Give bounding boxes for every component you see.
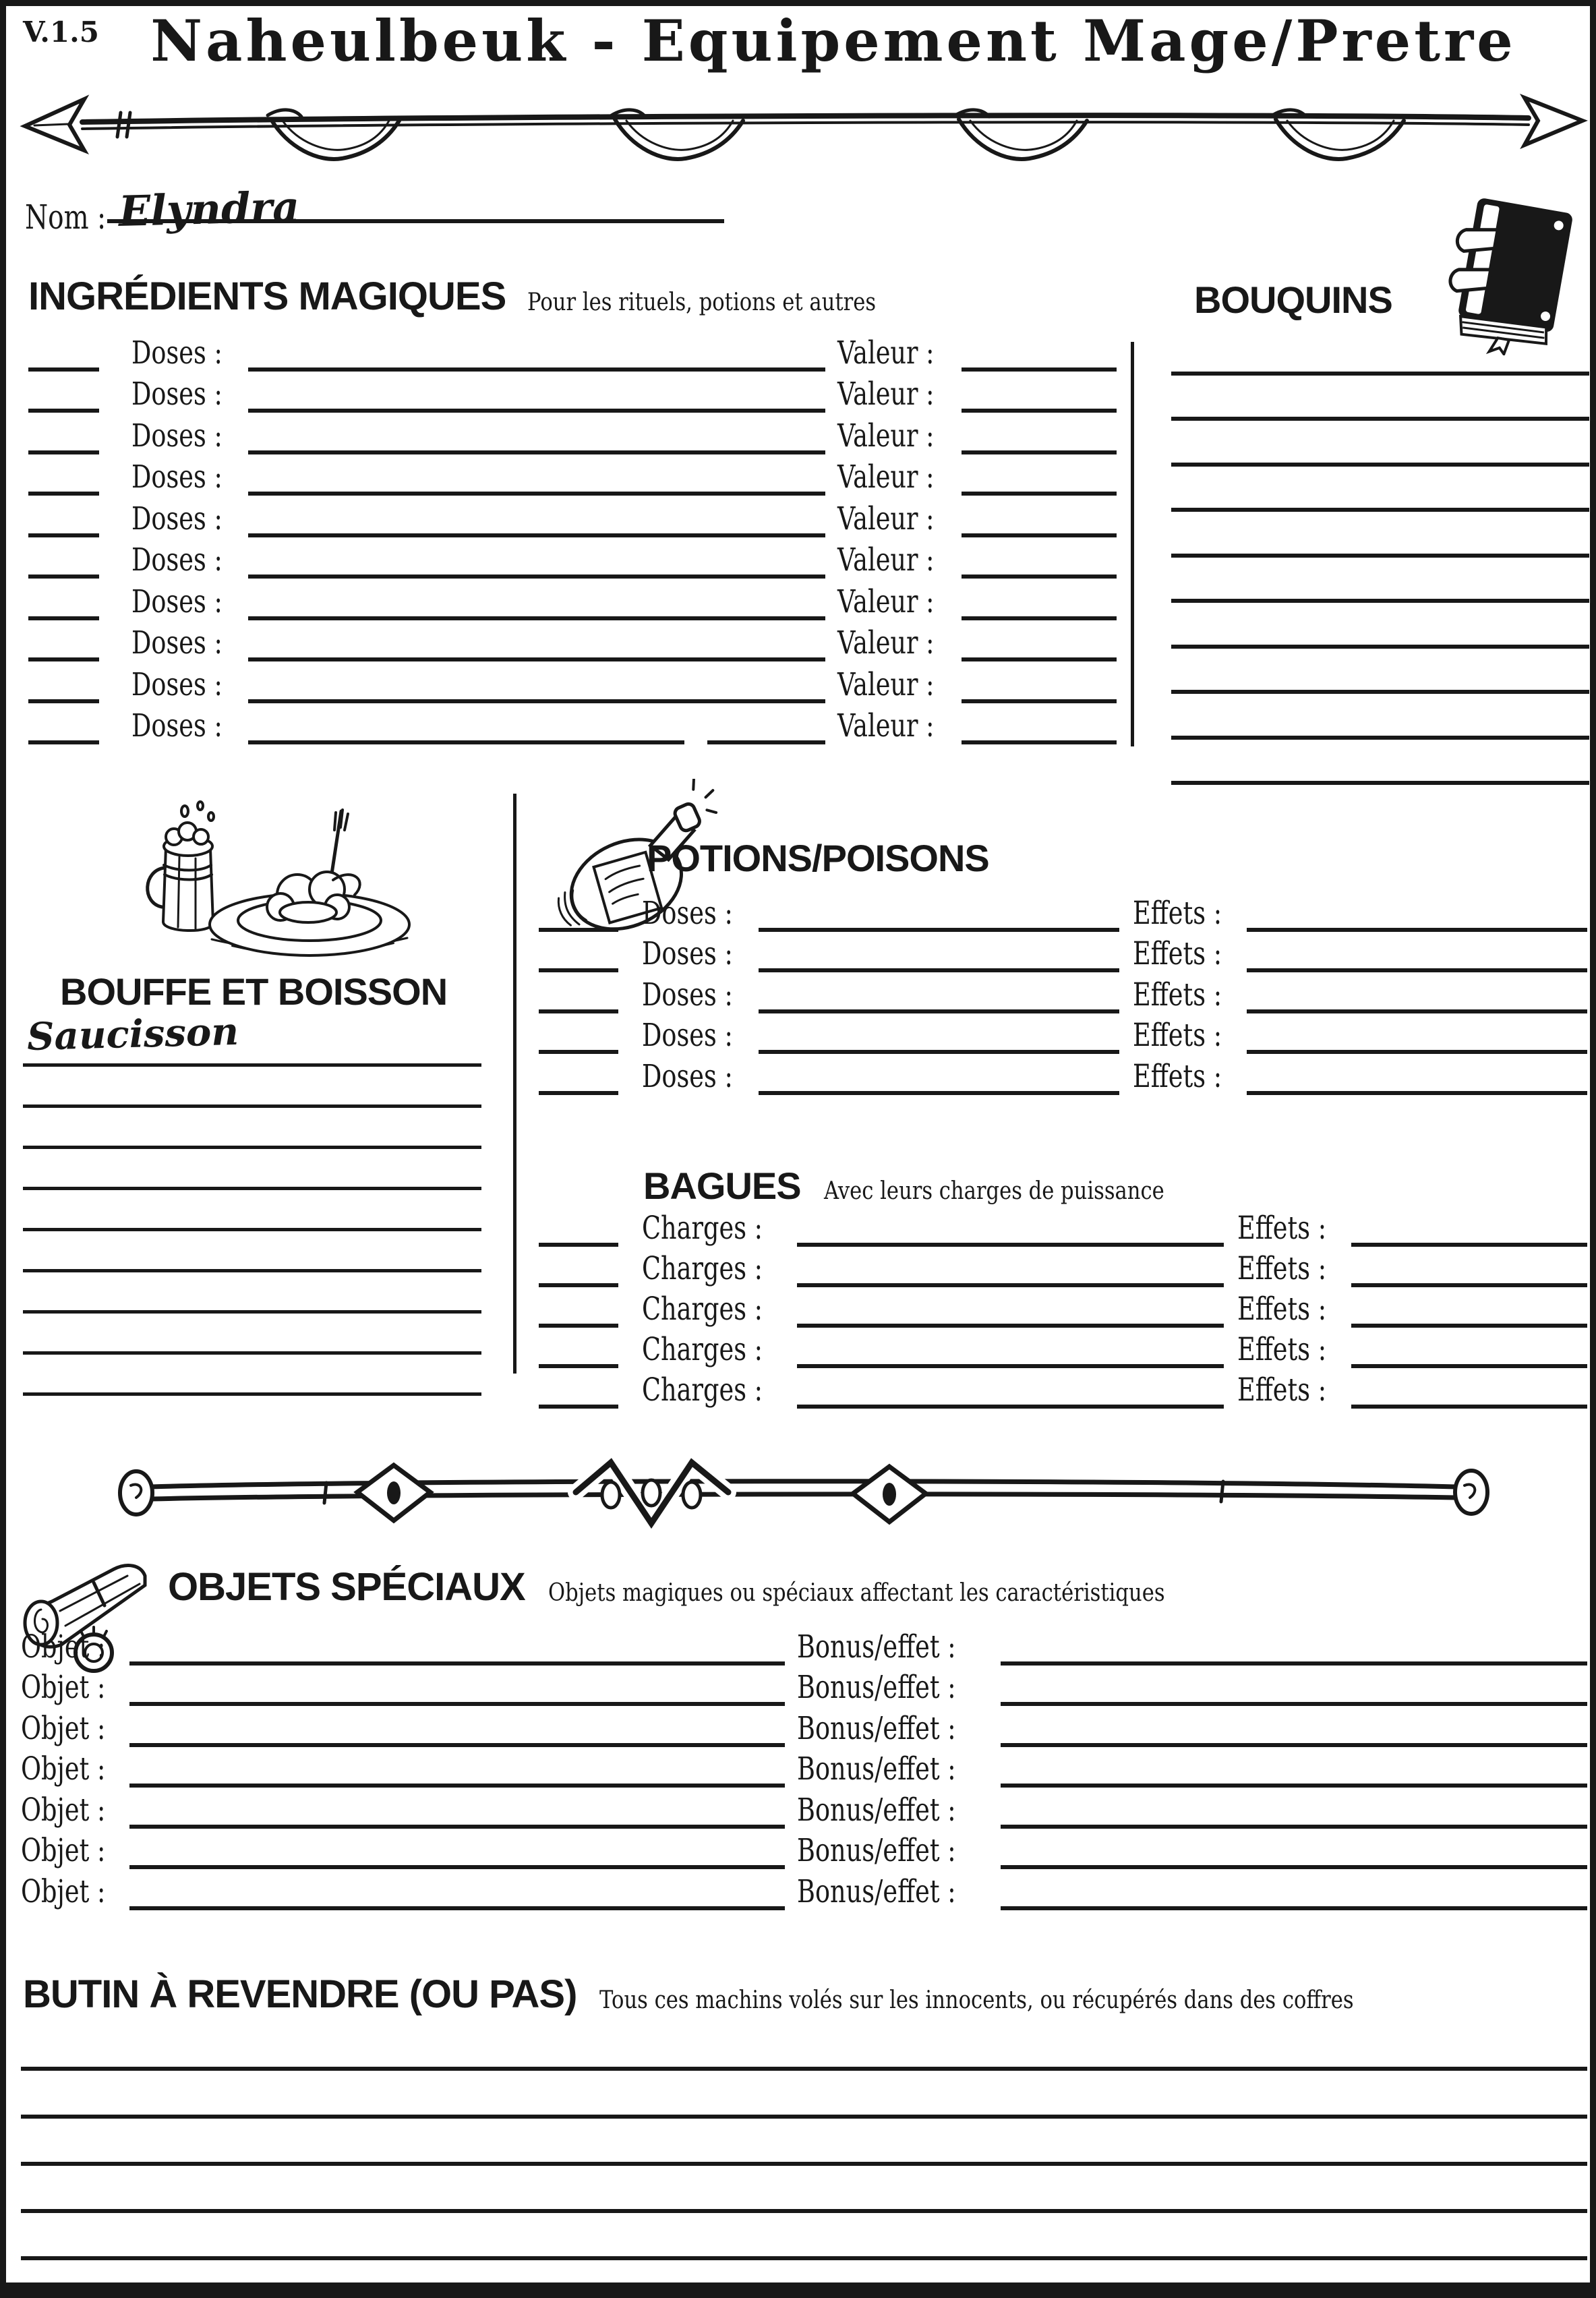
bouquin-line[interactable] [1171, 421, 1589, 467]
ingredient-qty-line[interactable] [28, 703, 99, 745]
effets-label: Effets : [1132, 1057, 1222, 1095]
column-divider [1131, 342, 1134, 746]
ingredient-value-line[interactable] [962, 413, 1117, 454]
ingredients-subtitle: Pour les rituels, potions et autres [527, 289, 877, 316]
valeur-label: Valeur : [837, 666, 935, 703]
valeur-label: Valeur : [837, 417, 935, 454]
bague-qty-line[interactable] [539, 1247, 618, 1287]
ingredient-row [23, 372, 1117, 413]
ingredient-row [23, 579, 1117, 620]
objet-bonus-line[interactable] [1001, 1869, 1587, 1910]
potion-qty-line[interactable] [539, 932, 618, 973]
bonus-effet-label: Bonus/effet : [796, 1709, 956, 1747]
butin-line[interactable] [21, 2166, 1587, 2213]
objet-label: Objet : [21, 1791, 106, 1829]
valeur-label: Valeur : [837, 500, 935, 537]
potion-effect-line[interactable] [1247, 932, 1587, 973]
bonus-effet-label: Bonus/effet : [796, 1791, 956, 1829]
objet-bonus-line[interactable] [1001, 1829, 1587, 1870]
objet-bonus-line[interactable] [1001, 1788, 1587, 1829]
butin-subtitle: Tous ces machins volés sur les innocents, ou récupérés dans des coffres [599, 1986, 1355, 2014]
objet-bonus-line[interactable] [1001, 1624, 1587, 1666]
doses-label: Doses : [642, 935, 733, 972]
ingredient-name-line[interactable] [248, 703, 684, 745]
ingredient-name-line[interactable] [248, 413, 825, 454]
effets-label: Effets : [1132, 935, 1222, 972]
bague-row [539, 1206, 1587, 1247]
bouffe-lines [23, 1026, 481, 1396]
bouffe-line[interactable] [23, 1067, 481, 1108]
bague-row [539, 1247, 1587, 1287]
ingredient-extra-line[interactable] [707, 703, 825, 745]
page-title: Naheulbeuk - Equipement Mage/Pretre [150, 7, 1516, 74]
ingredient-qty-line[interactable] [28, 537, 99, 579]
ingredients-section-header [28, 274, 938, 318]
valeur-label: Valeur : [837, 376, 935, 413]
butin-line[interactable] [21, 2260, 1587, 2298]
potion-row [539, 932, 1587, 973]
bouquins-lines [1171, 330, 1589, 785]
bague-row [539, 1287, 1587, 1328]
objet-row [21, 1829, 1587, 1870]
potion-effect-line[interactable] [1247, 1054, 1587, 1095]
doses-label: Doses : [131, 541, 223, 579]
objet-label: Objet : [21, 1873, 106, 1910]
ingredient-name-line[interactable] [248, 330, 825, 372]
ingredient-row [23, 537, 1117, 579]
name-input-line[interactable] [107, 219, 724, 223]
bouquin-line[interactable] [1171, 603, 1589, 649]
valeur-label: Valeur : [837, 707, 935, 744]
objets-subtitle: Objets magiques ou spéciaux affectant les caractéristiques [548, 1579, 1165, 1607]
doses-label: Doses : [131, 666, 223, 703]
potion-name-line[interactable] [759, 1013, 1119, 1055]
doses-label: Doses : [131, 459, 223, 496]
potion-effect-line[interactable] [1247, 972, 1587, 1013]
objet-name-line[interactable] [129, 1666, 785, 1707]
valeur-label: Valeur : [837, 541, 935, 579]
bague-row [539, 1368, 1587, 1409]
bagues-rows [539, 1206, 1587, 1409]
effets-label: Effets : [1132, 1017, 1222, 1054]
spear-ribbon-divider-icon [18, 87, 1589, 164]
potion-qty-line[interactable] [539, 891, 618, 932]
bague-effect-line[interactable] [1351, 1247, 1587, 1287]
potion-row [539, 972, 1587, 1013]
bottom-border-bar [6, 2282, 1590, 2292]
ingredient-row [23, 496, 1117, 537]
potion-row [539, 891, 1587, 932]
ingredient-name-line[interactable] [248, 620, 825, 662]
potion-qty-line[interactable] [539, 972, 618, 1013]
bague-name-line[interactable] [797, 1247, 1224, 1287]
ingredient-name-line[interactable] [248, 537, 825, 579]
sheet-version: V.1.5 [23, 16, 99, 49]
potions-rows [539, 891, 1587, 1095]
ingredient-value-line[interactable] [962, 703, 1117, 745]
column-divider [513, 794, 516, 1374]
bouffe-line[interactable] [23, 1149, 481, 1190]
bouquins-title: BOUQUINS [1194, 278, 1392, 321]
valeur-label: Valeur : [837, 624, 935, 661]
ingredient-row [23, 620, 1117, 662]
bagues-section-header [643, 1167, 1224, 1205]
charges-label: Charges : [642, 1372, 763, 1409]
doses-label: Doses : [131, 624, 223, 661]
ingredient-row [23, 413, 1117, 454]
doses-label: Doses : [131, 500, 223, 537]
objet-label: Objet : [21, 1750, 106, 1788]
effets-label: Effets : [1132, 894, 1222, 932]
magic-staff-divider-icon [111, 1456, 1500, 1531]
doses-label: Doses : [642, 1057, 733, 1095]
objet-row [21, 1747, 1587, 1788]
objet-row [21, 1666, 1587, 1707]
ingredient-value-line[interactable] [962, 661, 1117, 703]
objet-name-line[interactable] [129, 1788, 785, 1829]
charges-label: Charges : [642, 1331, 763, 1368]
objet-row [21, 1869, 1587, 1910]
charges-label: Charges : [642, 1291, 763, 1328]
objet-name-line[interactable] [129, 1869, 785, 1910]
doses-label: Doses : [642, 976, 733, 1013]
objet-name-line[interactable] [129, 1747, 785, 1788]
bague-qty-line[interactable] [539, 1368, 618, 1409]
ingredient-row [23, 454, 1117, 496]
potion-row [539, 1054, 1587, 1095]
potion-name-line[interactable] [759, 891, 1119, 932]
objet-name-line[interactable] [129, 1829, 785, 1870]
objet-row [21, 1624, 1587, 1666]
bouffe-line[interactable] [23, 1108, 481, 1149]
objet-row [21, 1706, 1587, 1747]
name-value: Elyndra [118, 182, 301, 236]
ingredients-rows [23, 330, 1117, 744]
effets-label: Effets : [1237, 1250, 1326, 1287]
ingredient-qty-line[interactable] [28, 330, 99, 372]
bague-name-line[interactable] [797, 1328, 1224, 1368]
ingredient-qty-line[interactable] [28, 496, 99, 537]
bagues-subtitle: Avec leurs charges de puissance [823, 1177, 1164, 1205]
potion-name-line[interactable] [759, 972, 1119, 1013]
effets-label: Effets : [1237, 1210, 1326, 1247]
bagues-title: BAGUES [643, 1165, 801, 1207]
potion-name-line[interactable] [759, 1054, 1119, 1095]
ingredient-row [23, 330, 1117, 372]
bouquin-line[interactable] [1171, 649, 1589, 695]
valeur-label: Valeur : [837, 459, 935, 496]
bouquin-line[interactable] [1171, 558, 1589, 603]
ingredients-title: INGRÉDIENTS MAGIQUES [28, 274, 506, 318]
bague-effect-line[interactable] [1351, 1368, 1587, 1409]
bonus-effet-label: Bonus/effet : [796, 1832, 956, 1869]
ingredient-name-line[interactable] [248, 661, 825, 703]
bague-row [539, 1328, 1587, 1368]
bouffe-line[interactable] [23, 1272, 481, 1314]
effets-label: Effets : [1237, 1372, 1326, 1409]
doses-label: Doses : [131, 707, 223, 744]
butin-line[interactable] [21, 2024, 1587, 2071]
objet-label: Objet : [21, 1832, 106, 1869]
bouffe-line[interactable] [23, 1190, 481, 1231]
ingredient-qty-line[interactable] [28, 413, 99, 454]
bouquin-line[interactable] [1171, 740, 1589, 786]
potion-effect-line[interactable] [1247, 891, 1587, 932]
valeur-label: Valeur : [837, 583, 935, 620]
bouquin-line[interactable] [1171, 376, 1589, 421]
objet-label: Objet : [21, 1628, 106, 1666]
objets-title: OBJETS SPÉCIAUX [168, 1565, 525, 1609]
effets-label: Effets : [1237, 1331, 1326, 1368]
ingredient-value-line[interactable] [962, 454, 1117, 496]
ingredient-name-line[interactable] [248, 372, 825, 413]
objet-bonus-line[interactable] [1001, 1706, 1587, 1747]
bague-qty-line[interactable] [539, 1206, 618, 1247]
ingredient-value-line[interactable] [962, 537, 1117, 579]
doses-label: Doses : [131, 417, 223, 454]
objet-row [21, 1788, 1587, 1829]
ingredient-qty-line[interactable] [28, 579, 99, 620]
potion-qty-line[interactable] [539, 1013, 618, 1055]
bouquin-line[interactable] [1171, 467, 1589, 512]
doses-label: Doses : [131, 376, 223, 413]
ingredient-value-line[interactable] [962, 579, 1117, 620]
ingredient-value-line[interactable] [962, 372, 1117, 413]
bouffe-line[interactable] [23, 1231, 481, 1272]
ingredient-value-line[interactable] [962, 620, 1117, 662]
bonus-effet-label: Bonus/effet : [796, 1669, 956, 1706]
bague-qty-line[interactable] [539, 1287, 618, 1328]
bouquin-line[interactable] [1171, 330, 1589, 376]
potion-name-line[interactable] [759, 932, 1119, 973]
bague-effect-line[interactable] [1351, 1328, 1587, 1368]
ingredient-qty-line[interactable] [28, 454, 99, 496]
objets-section-header [168, 1565, 1274, 1609]
bouffe-line[interactable] [23, 1026, 481, 1067]
bague-qty-line[interactable] [539, 1328, 618, 1368]
bague-effect-line[interactable] [1351, 1287, 1587, 1328]
bague-name-line[interactable] [797, 1206, 1224, 1247]
name-label: Nom : [25, 198, 107, 237]
objet-label: Objet : [21, 1669, 106, 1706]
bouquin-line[interactable] [1171, 512, 1589, 558]
ingredient-row [23, 661, 1117, 703]
butin-title: BUTIN À REVENDRE (OU PAS) [23, 1972, 577, 2016]
charges-label: Charges : [642, 1210, 763, 1247]
effets-label: Effets : [1132, 976, 1222, 1013]
bague-name-line[interactable] [797, 1368, 1224, 1409]
bonus-effet-label: Bonus/effet : [796, 1628, 956, 1666]
potions-title: POTIONS/POISONS [647, 837, 989, 879]
butin-line[interactable] [21, 2213, 1587, 2260]
valeur-label: Valeur : [837, 334, 935, 372]
effets-label: Effets : [1237, 1291, 1326, 1328]
ingredient-value-line[interactable] [962, 330, 1117, 372]
butin-section-header [23, 1972, 1487, 2016]
potion-qty-line[interactable] [539, 1054, 618, 1095]
objets-rows [21, 1624, 1587, 1910]
doses-label: Doses : [642, 1017, 733, 1054]
objet-name-line[interactable] [129, 1624, 785, 1666]
objet-label: Objet : [21, 1709, 106, 1747]
ingredient-value-line[interactable] [962, 496, 1117, 537]
objet-name-line[interactable] [129, 1706, 785, 1747]
ingredient-row [23, 703, 1117, 745]
bouffe-line[interactable] [23, 1314, 481, 1355]
potion-row [539, 1013, 1587, 1055]
butin-lines [21, 2024, 1587, 2298]
doses-label: Doses : [131, 334, 223, 372]
bague-effect-line[interactable] [1351, 1206, 1587, 1247]
ingredient-name-line[interactable] [248, 579, 825, 620]
bouffe-entry-value: Saucisson [26, 1009, 239, 1059]
ingredient-qty-line[interactable] [28, 620, 99, 662]
mug-and-plate-icon [131, 800, 414, 962]
bague-name-line[interactable] [797, 1287, 1224, 1328]
butin-line[interactable] [21, 2119, 1587, 2166]
charges-label: Charges : [642, 1250, 763, 1287]
butin-line[interactable] [21, 2071, 1587, 2118]
bouffe-line[interactable] [23, 1355, 481, 1396]
bouquin-line[interactable] [1171, 694, 1589, 740]
ingredient-qty-line[interactable] [28, 661, 99, 703]
potion-effect-line[interactable] [1247, 1013, 1587, 1055]
bonus-effet-label: Bonus/effet : [796, 1750, 956, 1788]
ingredient-name-line[interactable] [248, 496, 825, 537]
doses-label: Doses : [642, 894, 733, 932]
bouffe-title: BOUFFE ET BOISSON [60, 970, 448, 1013]
bonus-effet-label: Bonus/effet : [796, 1873, 956, 1910]
doses-label: Doses : [131, 583, 223, 620]
objet-bonus-line[interactable] [1001, 1747, 1587, 1788]
ingredient-name-line[interactable] [248, 454, 825, 496]
objet-bonus-line[interactable] [1001, 1666, 1587, 1707]
ingredient-qty-line[interactable] [28, 372, 99, 413]
